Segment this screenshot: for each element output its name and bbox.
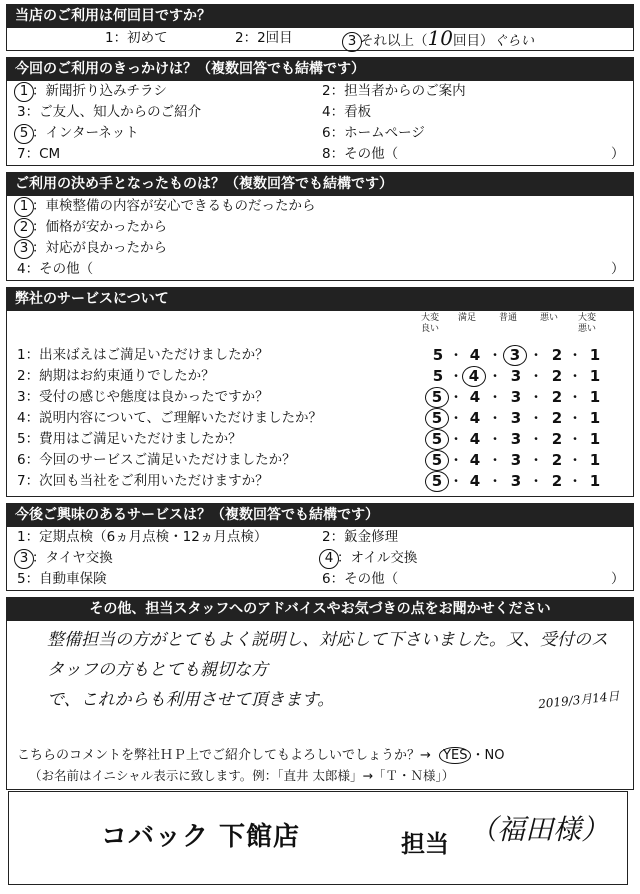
rating-option-1[interactable]: 1 [589,430,601,448]
trigger-opt-1-num: 1 [14,82,34,102]
rating-separator: ・ [489,390,502,404]
rating-option-2[interactable]: 2 [551,409,563,427]
rating-separator: ・ [569,390,582,404]
rating-option-3[interactable]: 3 [510,451,522,469]
rating-separator: ・ [489,348,502,362]
rating-question-text: 3：受付の感じや態度は良かったですか？ [17,389,269,405]
rating-scale [7,366,633,387]
scale-label-2: 悪い [539,313,558,323]
decision-section [6,172,634,281]
trigger-row-3 [7,123,633,144]
comment-heading: その他、担当スタッフへのアドバイスやお気づきの点をお聞かせください [7,598,633,621]
decision-row-1 [7,196,633,217]
trigger-opt-7-num: 7 [17,146,26,162]
rating-separator: ・ [569,411,582,425]
rating-question-row [7,387,633,408]
rating-separator: ・ [530,453,543,467]
rating-option-1[interactable]: 1 [589,451,601,469]
rating-option-5[interactable]: 5 [425,471,449,492]
interest-opt-4-num: 4 [319,549,339,569]
decision-opt-1-label: 車検整備の内容が安心できるものだったから [45,198,316,214]
rating-option-3[interactable]: 3 [510,409,522,427]
rating-option-2[interactable]: 2 [551,367,563,385]
rating-scale [7,429,633,450]
interest-opt-6-num: 6 [322,571,331,587]
rating-option-4[interactable]: 4 [469,409,481,427]
interest-opt-5[interactable]: 5：自動車保険 [17,571,107,587]
trigger-opt-5-label: インターネット [45,125,139,141]
rating-scale [7,408,633,429]
trigger-opt-7-label: CM [39,146,61,162]
rating-separator: ・ [569,474,582,488]
rating-question-row [7,429,633,450]
name-display-note: （お名前はイニシャル表示に致します。例：「直井 太郎様」→「Ｔ・Ｎ様」） [29,768,455,783]
rating-option-3[interactable]: 3 [510,430,522,448]
rating-separator: ・ [569,432,582,446]
comment-handwritten-text [47,625,615,715]
trigger-opt-3[interactable]: 3：ご友人、知人からのご紹介 [17,104,202,120]
service-rating-section [6,287,634,497]
rating-scale [7,387,633,408]
rating-option-1[interactable]: 1 [589,409,601,427]
interest-section [6,503,634,591]
comment-area[interactable] [7,621,633,789]
decision-other-close: ） [611,261,625,277]
interest-opt-1-label: 定期点検（6ヵ月点検・12ヵ月点検） [39,529,268,545]
trigger-opt-4[interactable]: 4：看板 [322,104,372,120]
visit-opt-more[interactable] [345,28,534,52]
decision-opt-3-label: 対応が良かったから [45,240,167,256]
rating-separator: ・ [489,453,502,467]
rating-separator: ・ [450,348,463,362]
decision-row-3 [7,238,633,259]
rating-option-5[interactable]: 5 [432,346,444,364]
visit-opt-more-num: 3 [342,32,362,52]
interest-opt-5-num: 5 [17,571,26,587]
rating-separator: ・ [569,348,582,362]
decision-opt-3[interactable]: 3 ：対応が良かったから [17,238,167,259]
decision-opt-2-num: 2 [14,218,34,238]
rating-option-1[interactable]: 1 [589,472,601,490]
visit-count-heading: 当店のご利用は何回目ですか？ [7,5,633,28]
interest-row-2 [7,548,633,569]
rating-option-4[interactable]: 4 [469,472,481,490]
rating-option-2[interactable]: 2 [551,346,563,364]
rating-option-5[interactable]: 5 [425,450,449,471]
visit-opt-more-suffix: 回目） [452,33,494,49]
trigger-opt-6-label: ホームページ [344,125,425,141]
decision-opt-4-label: その他（ [39,261,94,277]
decision-opt-1[interactable]: 1 ：車検整備の内容が安心できるものだったから [17,196,316,217]
interest-opt-3-num: 3 [14,549,34,569]
rating-question-text: 6：今回のサービスご満足いただけましたか？ [17,452,296,468]
interest-row-1 [7,527,633,548]
rating-option-1[interactable]: 1 [589,367,601,385]
store-footer [8,791,628,885]
rating-option-3[interactable]: 3 [503,345,527,366]
interest-opt-3[interactable]: 3 ：タイヤ交換 [17,548,113,569]
trigger-opt-1[interactable]: 1 ：新聞折り込みチラシ [17,81,167,102]
rating-question-text: 2：納期はお約束通りでしたか？ [17,368,215,384]
trigger-opt-5[interactable]: 5 ：インターネット [17,123,139,144]
rating-separator: ・ [489,411,502,425]
rating-separator: ・ [569,369,582,383]
rating-question-text: 5：費用はご満足いただけましたか？ [17,431,242,447]
rating-option-4[interactable]: 4 [469,388,481,406]
visit-opt-more-label: それ以上（ [360,33,428,49]
rating-option-2[interactable]: 2 [551,451,563,469]
trigger-opt-6-num: 6 [322,125,331,141]
interest-opt-6-label: その他（ [344,571,399,587]
decision-opt-4-num: 4 [17,261,26,277]
trigger-opt-4-label: 看板 [344,104,372,120]
rating-option-3[interactable]: 3 [510,388,522,406]
rating-scale [7,471,633,492]
rating-option-1[interactable]: 1 [589,388,601,406]
trigger-row-2 [7,102,633,123]
rating-rows [7,345,633,492]
rating-separator: ・ [530,432,543,446]
rating-separator: ・ [489,432,502,446]
visit-count-section [6,4,634,51]
trigger-opt-8[interactable]: 8：その他（ [322,146,399,162]
interest-opt-4-label: オイル交換 [350,550,418,566]
publish-yes-option[interactable] [439,748,471,763]
rating-option-5[interactable]: 5 [425,387,449,408]
decision-opt-1-num: 1 [14,197,34,217]
interest-row-3 [7,569,633,590]
rating-option-2[interactable]: 2 [551,430,563,448]
interest-opt-2[interactable]: 2：鈑金修理 [322,529,399,545]
rating-question-row [7,471,633,492]
decision-opt-3-num: 3 [14,239,34,259]
trigger-opt-7[interactable]: 7：CM [17,146,61,162]
rating-separator: ・ [530,474,543,488]
comment-line-2: で、これからも利用させて頂きます。 [47,690,335,710]
trigger-other-close: ） [611,146,625,162]
decision-opt-4[interactable]: 4：その他（ [17,261,94,277]
rating-option-4[interactable]: 4 [462,366,486,387]
rating-scale-header [7,311,633,345]
rating-option-4[interactable]: 4 [469,430,481,448]
interest-opt-1[interactable]: 1：定期点検（6ヵ月点検・12ヵ月点検） [17,529,268,545]
comment-date: 2019/3月14日 [537,688,620,712]
rating-separator: ・ [450,411,463,425]
publish-consent-row [17,745,625,766]
rating-separator: ・ [450,453,463,467]
rating-option-3[interactable]: 3 [510,472,522,490]
interest-opt-4[interactable]: 4 ：オイル交換 [322,548,417,569]
trigger-opt-6[interactable]: 6：ホームページ [322,125,425,141]
interest-opt-6[interactable]: 6：その他（ [322,571,399,587]
rating-option-5[interactable]: 5 [425,408,449,429]
trigger-heading: 今回のご利用のきっかけは？（複数回答でも結構です） [7,58,633,81]
rating-separator: ・ [450,432,463,446]
rating-separator: ・ [530,411,543,425]
trigger-opt-1-label: 新聞折り込みチラシ [45,83,167,99]
rating-separator: ・ [489,369,502,383]
rating-question-text: 7：次回も当社をご利用いただけますか？ [17,473,269,489]
rating-question-text: 1：出来ばえはご満足いただけましたか？ [17,347,269,363]
scale-label-5: 大変 良い [420,313,439,334]
trigger-row-4 [7,144,633,165]
visit-opt-first[interactable]: 1：初めて [105,30,168,46]
interest-opt-3-label: タイヤ交換 [45,550,113,566]
trigger-opt-2[interactable]: 2：担当者からのご案内 [322,83,466,99]
visit-count-row [7,28,633,50]
trigger-opt-3-label: ご友人、知人からのご紹介 [39,104,202,120]
decision-row-4 [7,259,633,280]
rating-option-2[interactable]: 2 [551,388,563,406]
survey-sheet [6,4,634,796]
scale-label-3: 普通 [498,313,517,323]
rating-separator: ・ [530,369,543,383]
trigger-opt-2-label: 担当者からのご案内 [344,83,466,99]
rating-option-4[interactable]: 4 [469,346,481,364]
trigger-opt-3-num: 3 [17,104,26,120]
interest-opt-1-num: 1 [17,529,26,545]
rating-option-2[interactable]: 2 [551,472,563,490]
rating-question-row [7,366,633,387]
staff-name: （福田様） [469,813,610,846]
interest-opt-2-label: 鈑金修理 [344,529,399,545]
visit-count-note: ぐらい [493,33,534,49]
interest-heading: 今後ご興味のあるサービスは？（複数回答でも結構です） [7,504,633,527]
trigger-opt-4-num: 4 [322,104,331,120]
rating-separator: ・ [530,348,543,362]
rating-separator: ・ [489,474,502,488]
visit-count-value: 10 [427,26,453,50]
trigger-row-1 [7,81,633,102]
trigger-opt-8-num: 8 [322,146,331,162]
publish-yes-label: YES [439,747,471,764]
rating-question-row [7,450,633,471]
rating-separator: ・ [450,390,463,404]
rating-option-1[interactable]: 1 [589,346,601,364]
decision-heading: ご利用の決め手となったものは？（複数回答でも結構です） [7,173,633,196]
rating-scale [7,345,633,366]
rating-option-3[interactable]: 3 [510,367,522,385]
scale-label-1: 大変 悪い [577,313,596,334]
interest-other-close: ） [611,571,625,587]
interest-opt-5-label: 自動車保険 [39,571,107,587]
rating-option-4[interactable]: 4 [469,451,481,469]
interest-opt-2-num: 2 [322,529,331,545]
rating-question-text: 4：説明内容について、ご理解いただけましたか？ [17,410,323,426]
trigger-section [6,57,634,166]
publish-consent-question: こちらのコメントを弊社ＨＰ上でご紹介してもよろしいでしょうか？→ [17,748,431,763]
comment-section [6,597,634,790]
rating-separator: ・ [530,390,543,404]
trigger-opt-2-num: 2 [322,83,331,99]
rating-separator: ・ [450,474,463,488]
store-name: コバック 下館店 [101,822,301,852]
publish-no-option[interactable]: ・NO [471,748,505,763]
scale-label-4: 満足 [457,313,476,323]
trigger-opt-5-num: 5 [14,124,34,144]
rating-option-5[interactable]: 5 [432,367,444,385]
decision-opt-2[interactable]: 2 ：価格が安かったから [17,217,167,238]
staff-label: 担当 [401,830,449,858]
decision-row-2 [7,217,633,238]
rating-option-5[interactable]: 5 [425,429,449,450]
rating-question-row [7,345,633,366]
comment-line-1: 整備担当の方がとてもよく説明し、対応して下さいました。又、受付のスタッフの方もとても親切な方 [47,630,608,680]
decision-opt-2-label: 価格が安かったから [45,219,167,235]
rating-separator: ・ [450,369,463,383]
visit-opt-second[interactable]: 2：2回目 [235,30,293,46]
rating-scale [7,450,633,471]
trigger-opt-8-label: その他（ [344,146,399,162]
service-rating-heading: 弊社のサービスについて [7,288,633,311]
rating-separator: ・ [569,453,582,467]
rating-question-row [7,408,633,429]
